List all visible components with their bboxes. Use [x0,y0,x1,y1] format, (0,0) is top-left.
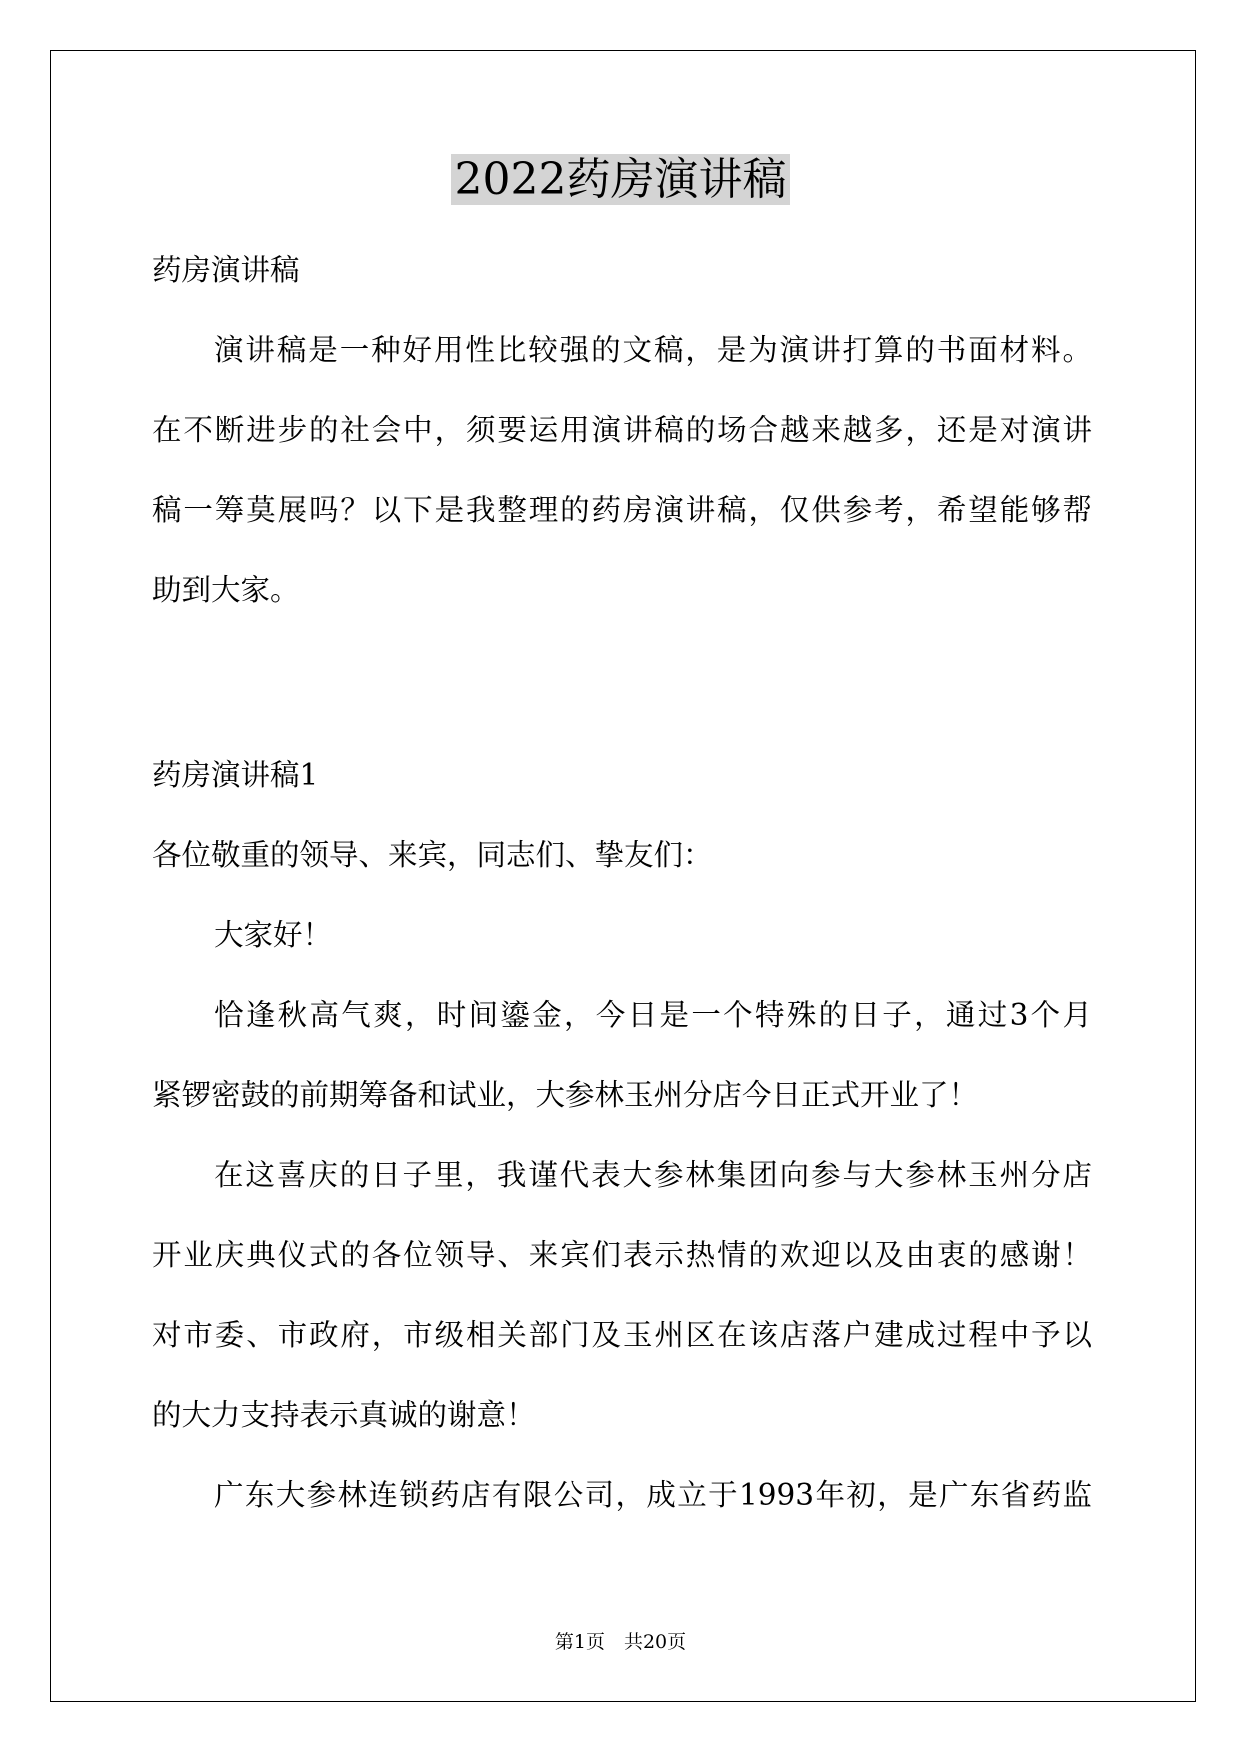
paragraph-line: 助到大家。 [152,573,300,607]
greeting: 大家好！ [214,918,333,952]
paragraph-line: 的大力支持表示真诚的谢意！ [152,1398,536,1432]
section-heading: 药房演讲稿 [152,253,300,287]
document-title: 2022药房演讲稿 [0,150,1241,210]
paragraph-line: 开业庆典仪式的各位领导、来宾们表示热情的欢迎以及由衷的感谢！ [152,1238,1092,1272]
paragraph-line: 恰逢秋高气爽，时间鎏金，今日是一个特殊的日子，通过3个月 [214,998,1092,1032]
paragraph-line: 演讲稿是一种好用性比较强的文稿，是为演讲打算的书面材料。 [214,333,1092,367]
page-border [50,50,1196,1702]
paragraph-line: 在不断进步的社会中，须要运用演讲稿的场合越来越多，还是对演讲 [152,413,1092,447]
paragraph-line: 对市委、市政府，市级相关部门及玉州区在该店落户建成过程中予以 [152,1318,1092,1352]
paragraph-line: 紧锣密鼓的前期筹备和试业，大参林玉州分店今日正式开业了！ [152,1078,979,1112]
page-number: 第1页 共20页 [554,1631,687,1653]
section-heading: 药房演讲稿1 [152,758,319,792]
salutation: 各位敬重的领导、来宾，同志们、挚友们： [152,838,713,872]
paragraph-line: 稿一筹莫展吗？以下是我整理的药房演讲稿，仅供参考，希望能够帮 [152,493,1092,527]
paragraph-line: 广东大参林连锁药店有限公司，成立于1993年初，是广东省药监 [214,1478,1092,1512]
paragraph-line: 在这喜庆的日子里，我谨代表大参林集团向参与大参林玉州分店 [214,1158,1092,1192]
